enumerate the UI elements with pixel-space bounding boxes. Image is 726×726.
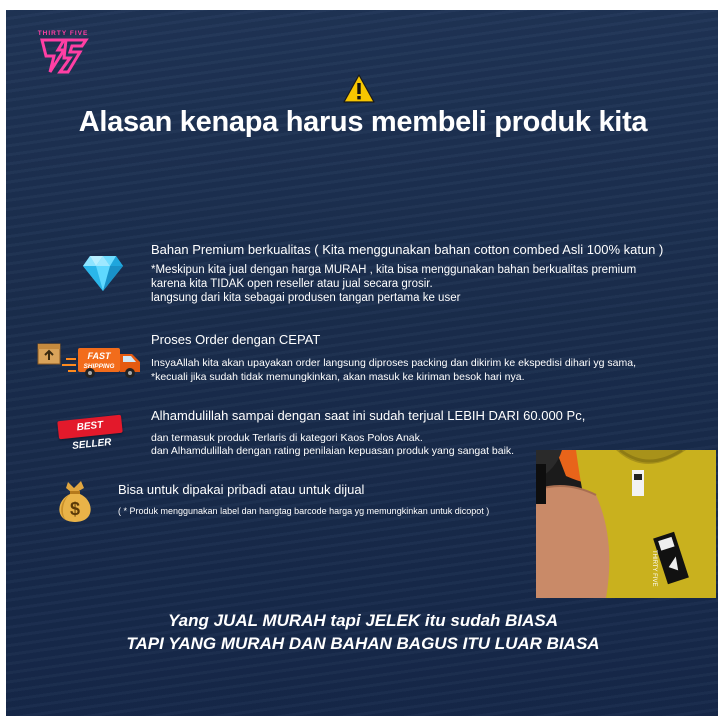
- brand-logo-text: THIRTY FIVE: [37, 30, 89, 37]
- money-bag-icon: [54, 478, 96, 524]
- tshirt-product-photo: [536, 450, 716, 598]
- svg-text:$: $: [69, 499, 81, 519]
- product-tag-text: THIRTY FIVE: [651, 550, 657, 587]
- frame-top: [0, 0, 726, 10]
- diamond-icon: [82, 254, 124, 292]
- reason-3-line-2: dan Alhamdulillah dengan rating penilaian kepuasan produk yang sangat baik.: [151, 445, 515, 457]
- fast-shipping-truck-icon: [36, 340, 144, 380]
- reason-4-title: Bisa untuk dipakai pribadi atau untuk dijual: [118, 482, 365, 497]
- reason-1-line-3: langsung dari kita sebagai produsen tangan pertama ke user: [151, 292, 461, 304]
- brand-logo: [34, 30, 92, 78]
- reason-1-line-1: *Meskipun kita jual dengan harga MURAH , kita bisa menggunakan bahan berkualitas premium: [151, 264, 637, 276]
- warning-icon: [343, 74, 375, 104]
- reason-4-line-1: ( * Produk menggunakan label dan hangtag barcode harga yg memungkinkan untuk dicopot ): [118, 506, 490, 516]
- frame-bottom: [0, 716, 726, 726]
- thirty-five-logo-icon: [34, 30, 92, 78]
- reason-2-line-1: InsyaAllah kita akan upayakan order langsung diproses packing dan dikirim ke ekspedisi dihari yg sama,: [151, 357, 637, 369]
- footer-tagline-1: Yang JUAL MURAH tapi JELEK itu sudah BIASA: [167, 611, 559, 630]
- reason-1-title: Bahan Premium berkualitas ( Kita menggunakan bahan cotton combed Asli 100% katun ): [151, 242, 664, 257]
- reason-1-line-2: karena kita TIDAK open reseller atau jual secara grosir.: [151, 278, 433, 290]
- page-title: Alasan kenapa harus membeli produk kita: [78, 106, 648, 138]
- best-seller-badge-icon: BEST SELLER: [57, 415, 123, 440]
- footer-tagline-2: TAPI YANG MURAH DAN BAHAN BAGUS ITU LUAR BIASA: [126, 634, 600, 653]
- reason-3-title: Alhamdulillah sampai dengan saat ini sudah terjual LEBIH DARI 60.000 Pc,: [151, 408, 586, 423]
- reason-2-line-2: *kecuali jika sudah tidak memungkinkan, akan masuk ke kiriman besok hari nya.: [151, 371, 525, 383]
- truck-label-shipping: SHIPPING: [83, 363, 115, 370]
- truck-label-fast: FAST: [87, 351, 111, 361]
- reason-3-line-1: dan termasuk produk Terlaris di kategori Kaos Polos Anak.: [151, 432, 423, 444]
- reason-2-title: Proses Order dengan CEPAT: [151, 332, 321, 347]
